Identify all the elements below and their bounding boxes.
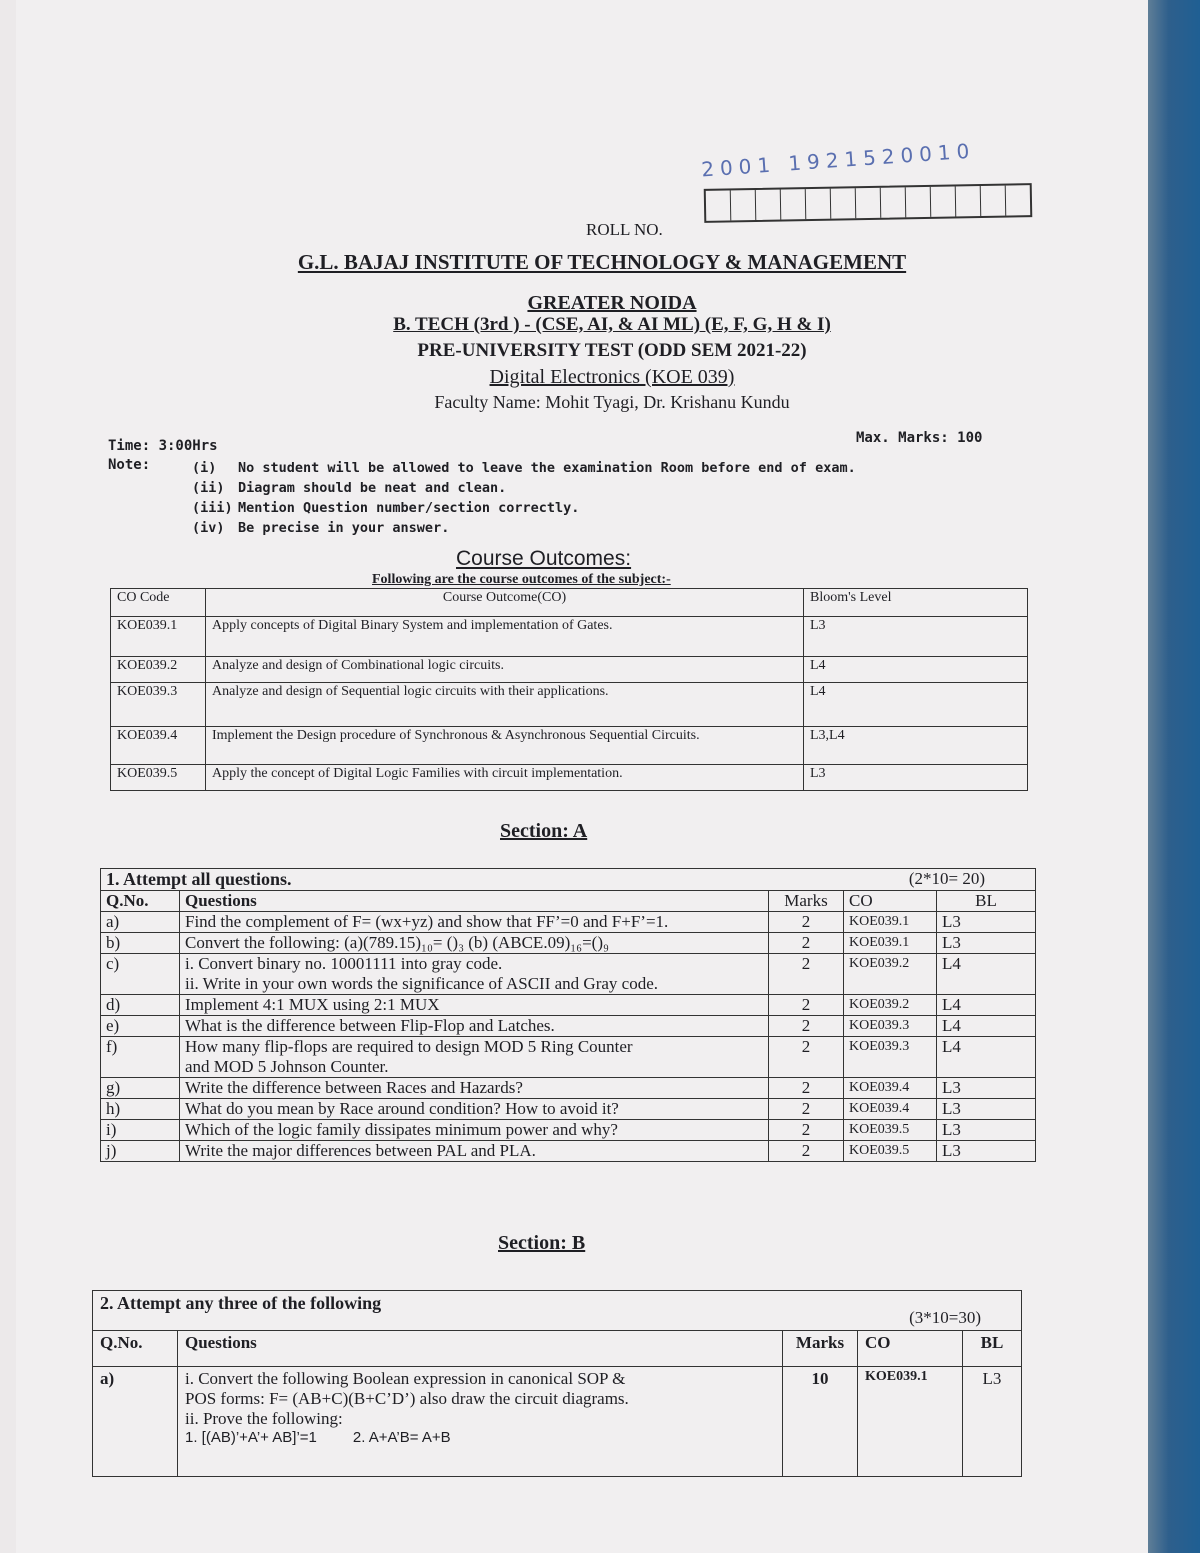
faculty-name: Faculty Name: Mohit Tyagi, Dr. Krishanu Kundu <box>434 392 790 412</box>
roll-digit-box <box>931 186 957 216</box>
table-row: KOE039.4 Implement the Design procedure of Synchronous & Asynchronous Sequential Circuits. L3,L4 <box>111 727 1028 765</box>
roll-digit-box <box>806 189 832 219</box>
table-row: i) Which of the logic family dissipates minimum power and why? 2 KOE039.5 L3 <box>101 1120 1036 1141</box>
left-background <box>0 0 16 1553</box>
table-row: e) What is the difference between Flip-Flop and Latches. 2 KOE039.3 L4 <box>101 1016 1036 1037</box>
section-b-title: Section: B <box>498 1232 586 1254</box>
col-bl: BL <box>937 891 1036 912</box>
city-name: GREATER NOIDA <box>527 292 697 314</box>
table-row: c) i. Convert binary no. 10001111 into gray code. ii. Write in your own words the significance of ASCII and Gray code. 2 KOE039.2 L4 <box>101 954 1036 995</box>
col-qno: Q.No. <box>101 891 180 912</box>
col-bl: BL <box>963 1331 1022 1367</box>
table-row: h) What do you mean by Race around condition? How to avoid it? 2 KOE039.4 L3 <box>101 1099 1036 1120</box>
note-label: Note: <box>108 457 151 473</box>
table-row: KOE039.1 Apply concepts of Digital Binary System and implementation of Gates. L3 <box>111 617 1028 657</box>
section-b-table <box>92 1290 1022 1477</box>
roll-number-boxes <box>704 183 1033 223</box>
right-background <box>1148 0 1200 1553</box>
handwritten-roll-number: 2001 1921520010 <box>700 138 977 182</box>
course-outcomes-title: Course Outcomes: <box>456 547 632 570</box>
roll-digit-box <box>756 190 782 220</box>
note-item: (ii) Diagram should be neat and clean. <box>192 480 507 496</box>
col-co: CO <box>858 1331 963 1367</box>
roll-digit-box <box>856 188 882 218</box>
table-row: KOE039.2 Analyze and design of Combinational logic circuits. L4 <box>111 657 1028 683</box>
col-co: CO <box>844 891 937 912</box>
section-a-title: Section: A <box>500 820 588 842</box>
co-header-outcome: Course Outcome(CO) <box>206 589 804 617</box>
course-outcomes-table <box>110 588 1028 791</box>
max-marks: Max. Marks: 100 <box>856 430 983 446</box>
section-a-instruction: 1. Attempt all questions. <box>101 869 769 891</box>
roll-label: ROLL NO. <box>586 220 663 239</box>
section-b-marks-total: (3*10=30) <box>783 1291 1022 1331</box>
roll-digit-box <box>881 187 907 217</box>
table-row: a) Find the complement of F= (wx+yz) and show that FF’=0 and F+F’=1. 2 KOE039.1 L3 <box>101 912 1036 933</box>
col-marks: Marks <box>769 891 844 912</box>
roll-digit-box <box>781 189 807 219</box>
exam-paper <box>16 0 1148 1553</box>
section-a-marks-total: (2*10= 20) <box>769 869 1036 891</box>
subject-name: Digital Electronics (KOE 039) <box>489 366 735 388</box>
test-name: PRE-UNIVERSITY TEST (ODD SEM 2021-22) <box>417 340 807 361</box>
table-row: f) How many flip-flops are required to design MOD 5 Ring Counter and MOD 5 Johnson Counter. 2 KOE039.3 L4 <box>101 1037 1036 1078</box>
course-outcomes-subtitle: Following are the course outcomes of the subject:- <box>372 572 671 587</box>
notes-list <box>192 458 856 538</box>
program-line: B. TECH (3rd ) - (CSE, AI, & AI ML) (E, F, G, H & I) <box>393 314 831 335</box>
table-row: KOE039.5 Apply the concept of Digital Logic Families with circuit implementation. L3 <box>111 765 1028 791</box>
table-row: j) Write the major differences between PAL and PLA. 2 KOE039.5 L3 <box>101 1141 1036 1162</box>
table-row: g) Write the difference between Races and Hazards? 2 KOE039.4 L3 <box>101 1078 1036 1099</box>
table-row: a) i. Convert the following Boolean expression in canonical SOP & POS forms: F= (AB+C)(B+C’D’) also draw the circuit diagrams. ii. Prove the following: 1. [(AB)’+A’+ AB]’=1 2. A+A’B= A+B 10 KOE039.1 L3 <box>93 1367 1022 1477</box>
table-row: KOE039.3 Analyze and design of Sequential logic circuits with their applications. L4 <box>111 683 1028 727</box>
institute-name: G.L. BAJAJ INSTITUTE OF TECHNOLOGY & MANAGEMENT <box>297 250 907 274</box>
section-a-table <box>100 868 1036 1162</box>
roll-digit-box <box>731 190 757 220</box>
col-marks: Marks <box>783 1331 858 1367</box>
roll-digit-box <box>1006 185 1031 215</box>
note-item: (iii) Mention Question number/section correctly. <box>192 500 580 516</box>
time-label: Time: 3:00Hrs <box>108 438 218 454</box>
note-item: (i) No student will be allowed to leave the examination Room before end of exam. <box>192 460 856 476</box>
roll-digit-box <box>981 186 1007 216</box>
roll-digit-box <box>906 187 932 217</box>
roll-digit-box <box>956 186 982 216</box>
col-qno: Q.No. <box>93 1331 178 1367</box>
roll-digit-box <box>831 188 857 218</box>
note-item: (iv) Be precise in your answer. <box>192 520 450 536</box>
col-questions: Questions <box>180 891 769 912</box>
col-questions: Questions <box>178 1331 783 1367</box>
co-header-code: CO Code <box>111 589 206 617</box>
roll-digit-box <box>706 190 732 220</box>
co-header-level: Bloom's Level <box>804 589 1028 617</box>
section-b-instruction: 2. Attempt any three of the following <box>93 1291 783 1331</box>
table-row: b) Convert the following: (a)(789.15)₁₀= ()₃ (b) (ABCE.09)₁₆=()₉ 2 KOE039.1 L3 <box>101 933 1036 954</box>
table-row: d) Implement 4:1 MUX using 2:1 MUX 2 KOE039.2 L4 <box>101 995 1036 1016</box>
